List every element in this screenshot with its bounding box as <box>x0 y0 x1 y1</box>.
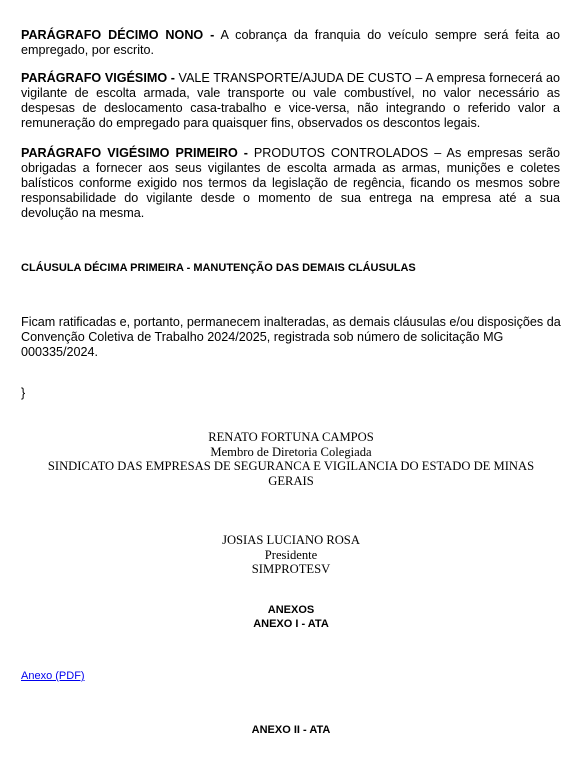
annex-1-title: ANEXO I - ATA <box>253 618 329 630</box>
paragraph-21 <box>21 146 560 221</box>
annex-2-title: ANEXO II - ATA <box>251 724 331 736</box>
paragraph-text: VALE TRANSPORTE/AJUDA DE CUSTO – A empresa fornecerá ao vigilante de escolta armada, vale transporte ou vale combustível, no valor necessário as despesas de deslocamento casa-trabalho e vice-versa, não integrando o referido valor a remuneração do empregado para quaisquer fins, observados os descontos legais. <box>21 71 561 130</box>
paragraph-20 <box>21 71 560 131</box>
signatory-org-cont: GERAIS <box>268 473 314 488</box>
paragraph-text: PRODUTOS CONTROLADOS – As empresas serão obrigadas a fornecer aos seus vigilantes de escolta armada as armas, munições e coletes balísticos conforme exigido nos termos da legislação de regência, ficando os mesmos sobre responsabilidade do vigilante desde o momento de sua entrega na empresa até a sua devolução na mesma. <box>21 146 561 220</box>
paragraph-heading: PARÁGRAFO VIGÉSIMO - <box>21 71 175 85</box>
annexes-title: ANEXOS <box>267 604 315 616</box>
annex-pdf-link[interactable]: Anexo (PDF) <box>21 670 85 682</box>
paragraph-19 <box>21 28 560 58</box>
clause-title: CLÁUSULA DÉCIMA PRIMEIRA - MANUTENÇÃO DAS DEMAIS CLÁUSULAS <box>21 262 416 274</box>
clause-text: Ficam ratificadas e, portanto, permanecem inalteradas, as demais cláusulas e/ou disposições da Convenção Coletiva de Trabalho 2024/2025, registrada sob número de solicitação MG 000335/2024. <box>21 315 561 359</box>
paragraph-text: A cobrança da franquia do veículo sempre será feita ao empregado, por escrito. <box>21 28 560 57</box>
signature-block-1 <box>0 430 582 488</box>
signatory-role: Presidente <box>264 547 318 562</box>
paragraph-heading: PARÁGRAFO DÉCIMO NONO - <box>21 28 215 42</box>
signatory-org: SINDICATO DAS EMPRESAS DE SEGURANCA E VIGILANCIA DO ESTADO DE MINAS <box>47 459 535 473</box>
signatory-role: Membro de Diretoria Colegiada <box>210 444 372 459</box>
signatory-name: JOSIAS LUCIANO ROSA <box>222 533 360 547</box>
paragraph-heading: PARÁGRAFO VIGÉSIMO PRIMEIRO - <box>21 146 248 160</box>
signatory-org: SIMPROTESV <box>251 562 331 576</box>
signatory-name: RENATO FORTUNA CAMPOS <box>208 430 374 444</box>
closing-brace: } <box>21 386 26 400</box>
signature-block-2 <box>0 533 582 577</box>
